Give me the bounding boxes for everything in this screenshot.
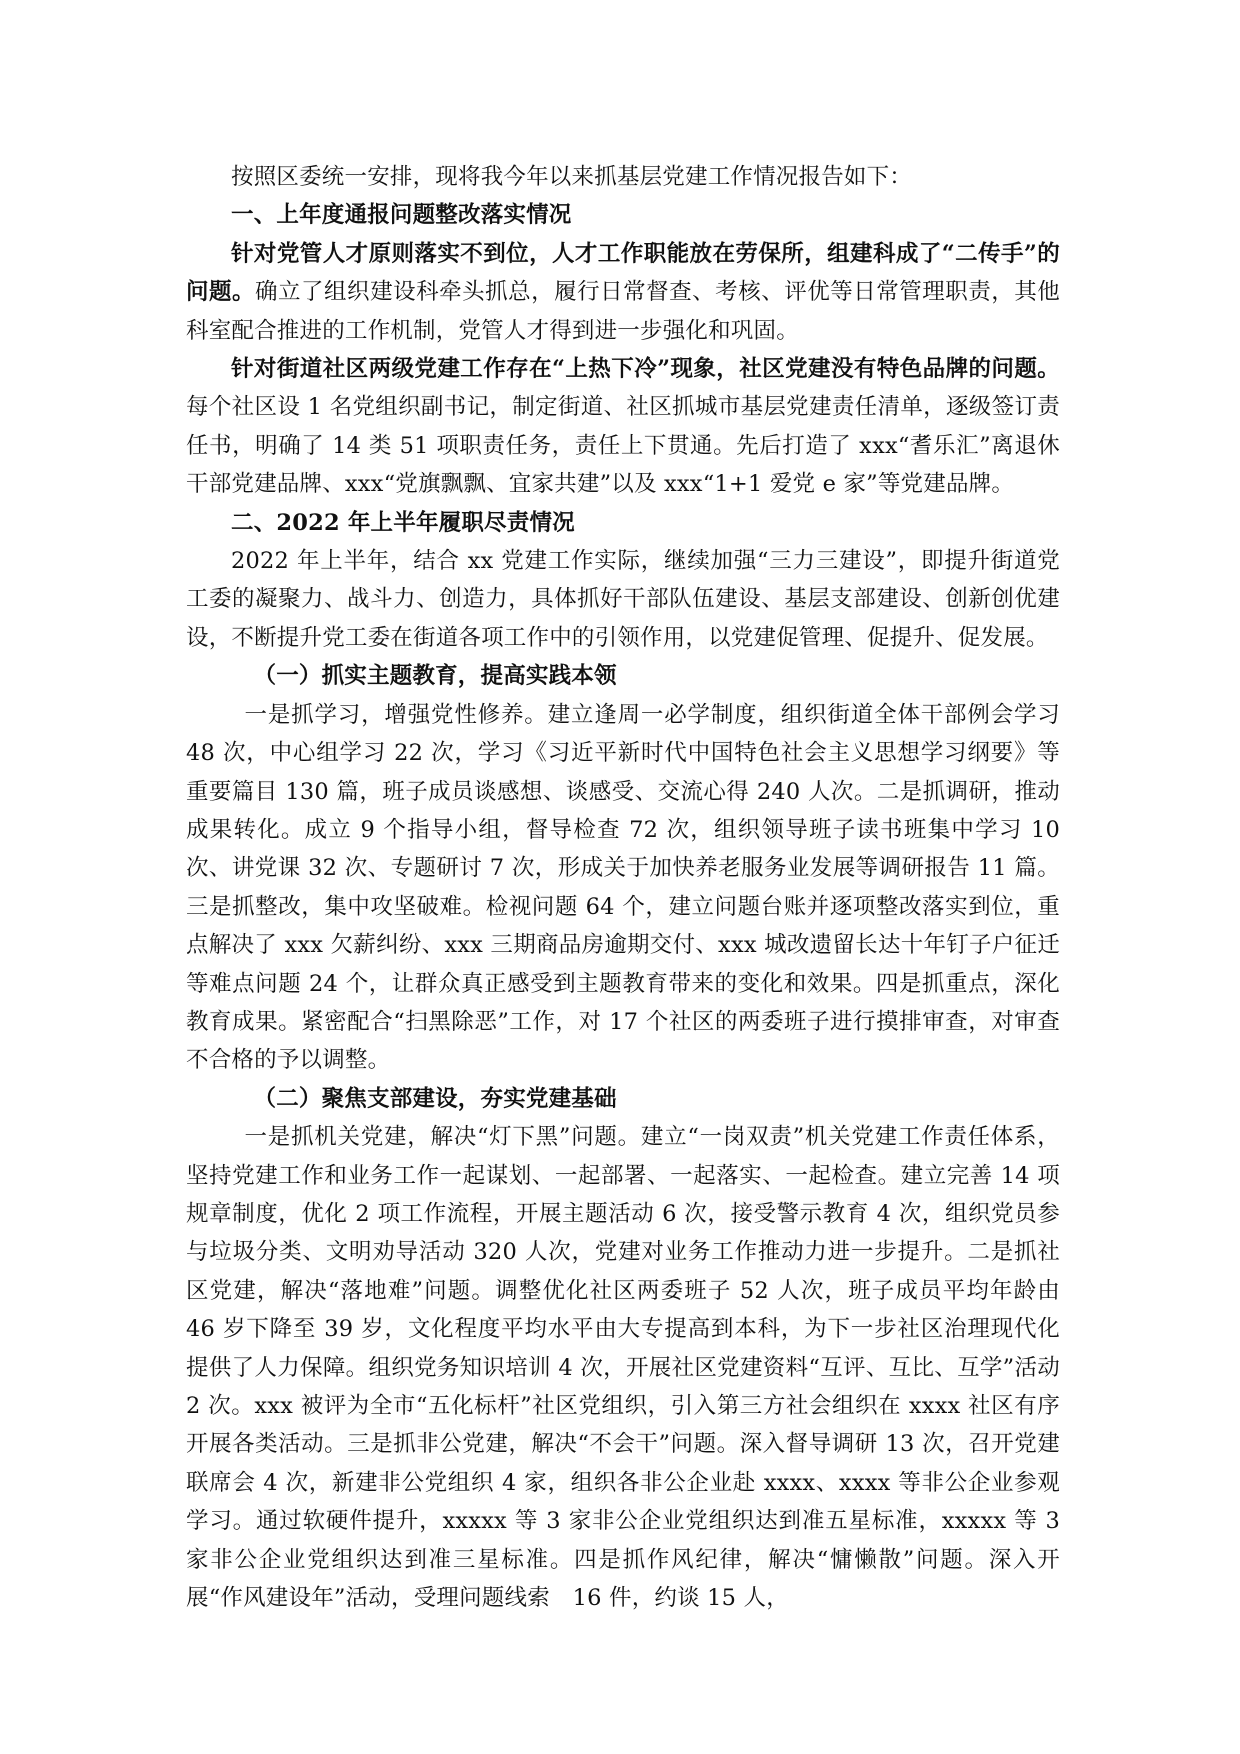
section1-paragraph-1 (186, 235, 1060, 350)
subsection1-paragraph: 一是抓学习，增强党性修养。建立逢周一必学制度，组织街道全体干部例会学习 48 次，中心组学习 22 次，学习《习近平新时代中国特色社会主义思想学习纲要》等重要篇目 130 篇，班子成员谈感想、谈感受、交流心得 240 人次。二是抓调研，推动成果转化。成立 9 个指导小组，督导检查 72 次，组织领导班子读书班集中学习 10 次、讲党课 32 次、专题研讨 7 次，形成关于加快养老服务业发展等调研报告 11 篇。三是抓整改，集中攻坚破难。检视问题 64 个，建立问题台账并逐项整改落实到位，重点解决了 xxx 欠薪纠纷、xxx 三期商品房逾期交付、xxx 城改遗留长达十年钉子户征迁等难点问题 24 个，让群众真正感受到主题教育带来的变化和效果。四是抓重点，深化教育成果。紧密配合“扫黑除恶”工作，对 17 个社区的两委班子进行摸排审查，对审查不合格的予以调整。 (186, 701, 1060, 1074)
intro-paragraph: 按照区委统一安排，现将我今年以来抓基层党建工作情况报告如下： (231, 164, 913, 190)
subsection2-heading: （二）聚焦支部建设，夯实党建基础 (253, 1085, 617, 1112)
section2-heading: 二、2022 年上半年履职尽责情况 (231, 509, 575, 536)
section1-heading: 一、上年度通报问题整改落实情况 (231, 202, 572, 229)
section1-para1-lead: 针对党管人才原则落实不到位，人才工作职能放在劳保所，组建科成了“二传手”的问题。 (186, 240, 1060, 306)
section1-paragraph-2 (186, 350, 1060, 504)
document-page (186, 158, 1060, 1617)
section1-para2-lead: 针对街道社区两级党建工作存在“上热下冷”现象，社区党建没有特色品牌的问题。 (231, 356, 1060, 383)
subsection2-paragraph: 一是抓机关党建，解决“灯下黑”问题。建立“一岗双责”机关党建工作责任体系，坚持党建工作和业务工作一起谋划、一起部署、一起落实、一起检查。建立完善 14 项规章制度，优化 2 项工作流程，开展主题活动 6 次，接受警示教育 4 次，组织党员参与垃圾分类、文明劝导活动 320 人次，党建对业务工作推动力进一步提升。二是抓社区党建，解决“落地难”问题。调整优化社区两委班子 52 人次，班子成员平均年龄由 46 岁下降至 39 岁，文化程度平均水平由大专提高到本科，为下一步社区治理现代化提供了人力保障。组织党务知识培训 4 次，开展社区党建资料“互评、互比、互学”活动 2 次。xxx 被评为全市“五化标杆”社区党组织，引入第三方社会组织在 xxxx 社区有序开展各类活动。三是抓非公党建，解决“不会干”问题。深入督导调研 13 次，召开党建联席会 4 次，新建非公党组织 4 家，组织各非公企业赴 xxxx、xxxx 等非公企业参观学习。通过软硬件提升，xxxxx 等 3 家非公企业党组织达到准五星标准，xxxxx 等 3 家非公企业党组织达到准三星标准。四是抓作风纪律，解决“慵懒散”问题。深入开展“作风建设年”活动，受理问题线索 16 件，约谈 15 人， (186, 1124, 1060, 1612)
section1-para1-body: 确立了组织建设科牵头抓总，履行日常督查、考核、评优等日常管理职责，其他科室配合推进的工作机制，党管人才得到进一步强化和巩固。 (186, 279, 1060, 344)
section1-para2-body: 每个社区设 1 名党组织副书记，制定街道、社区抓城市基层党建责任清单，逐级签订责任书，明确了 14 类 51 项职责任务，责任上下贯通。先后打造了 xxx“耆乐汇”离退休干部党建品牌、xxx“党旗飘飘、宜家共建”以及 xxx“1+1 爱党 e 家”等党建品牌。 (186, 394, 1060, 498)
subsection1-heading: （一）抓实主题教育，提高实践本领 (253, 663, 617, 690)
section2-intro-paragraph: 2022 年上半年，结合 xx 党建工作实际，继续加强“三力三建设”，即提升街道党工委的凝聚力、战斗力、创造力，具体抓好干部队伍建设、基层支部建设、创新创优建设，不断提升党工委在街道各项工作中的引领作用，以党建促管理、促提升、促发展。 (186, 548, 1060, 651)
